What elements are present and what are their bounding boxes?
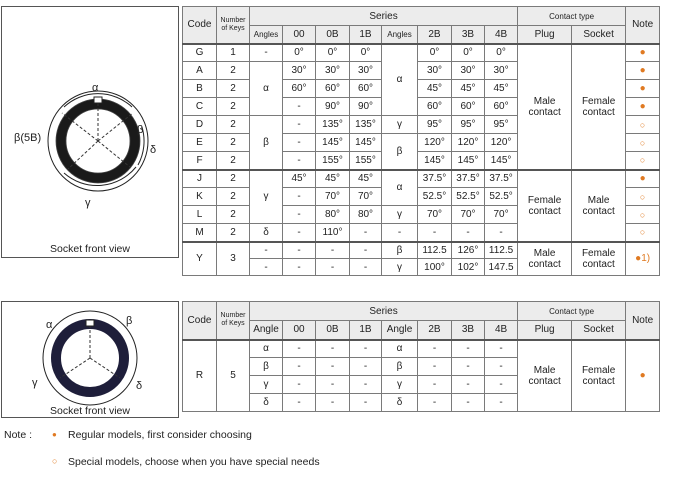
cell-keys: 2 [217,80,250,98]
label-delta: δ [136,380,143,392]
cell-4b: - [485,376,518,394]
cell-1b: - [350,242,382,259]
cell-0b: - [316,340,350,358]
cell-angle-2: δ [382,394,418,412]
cell-00: - [283,376,316,394]
cell-3b: - [452,358,485,376]
header-2b: 2B [418,26,452,44]
cell-code: R [183,340,217,412]
cell-keys: 1 [217,44,250,62]
cell-0b: - [316,259,350,276]
note-special-models: Special models, choose when you have special needs [68,456,320,468]
cell-angle-2: α [382,44,418,116]
cell-angle-2: γ [382,116,418,134]
cell-keys: 2 [217,188,250,206]
header-1b: 1B [350,26,382,44]
cell-3b: 37.5° [452,170,485,188]
header-code: Code [183,7,217,44]
header-note: Note [626,7,660,44]
header-code: Code [183,302,217,340]
cell-1b: - [350,340,382,358]
diagram-caption: Socket front view [50,243,130,255]
label-delta: δ [150,144,157,156]
cell-00: - [283,98,316,116]
cell-0b: - [316,242,350,259]
cell-angle: γ [250,376,283,394]
cell-4b: 60° [485,98,518,116]
keying-table-2 [182,301,660,412]
cell-00: - [283,224,316,242]
cell-00: - [283,188,316,206]
cell-00: 0° [283,44,316,62]
label-beta-5b: β(5B) [14,132,42,144]
cell-1b: 60° [350,80,382,98]
diagram-socket-front-view-2 [1,301,179,418]
cell-3b: 120° [452,134,485,152]
cell-1b: - [350,259,382,276]
header-angles-2: Angles [382,26,418,44]
label-gamma: γ [32,377,38,389]
cell-angle-2: α [382,340,418,358]
cell-angle-2: γ [382,206,418,224]
header-00: 00 [283,26,316,44]
cell-2b: 60° [418,98,452,116]
cell-00: - [283,206,316,224]
header-angle-2: Angle [382,321,418,340]
cell-4b: 70° [485,206,518,224]
cell-angle-2: β [382,134,418,170]
cell-3b: 0° [452,44,485,62]
header-series: Series [250,7,518,26]
cell-0b: 45° [316,170,350,188]
cell-2b: 30° [418,62,452,80]
cell-angle: δ [250,224,283,242]
note-dot: ● [626,44,660,62]
cell-1b: - [350,358,382,376]
header-angle: Angle [250,321,283,340]
cell-0b: 135° [316,116,350,134]
cell-00: - [283,134,316,152]
cell-3b: 30° [452,62,485,80]
cell-3b: - [452,376,485,394]
table-row [183,170,660,188]
cell-keys: 2 [217,134,250,152]
cell-4b: - [485,224,518,242]
table-row [183,44,660,62]
cell-socket: Male contact [572,170,626,242]
header-0b: 0B [316,321,350,340]
cell-keys: 2 [217,62,250,80]
cell-00: 45° [283,170,316,188]
cell-0b: - [316,376,350,394]
cell-2b: 37.5° [418,170,452,188]
note-circle: ○ [626,188,660,206]
header-socket: Socket [572,26,626,44]
cell-plug: Male contact [518,44,572,170]
label-alpha: α [46,319,53,331]
cell-00: - [283,116,316,134]
header-0b: 0B [316,26,350,44]
cell-00: - [283,340,316,358]
cell-keys: 5 [217,340,250,412]
header-plug: Plug [518,26,572,44]
cell-keys: 2 [217,170,250,188]
cell-code: G [183,44,217,62]
label-beta-right: β [137,124,144,136]
cell-2b: 145° [418,152,452,170]
cell-angle-2: β [382,242,418,259]
cell-keys: 2 [217,206,250,224]
cell-keys: 3 [217,242,250,276]
header-1b: 1B [350,321,382,340]
cell-socket: Female contact [572,340,626,412]
cell-0b: 0° [316,44,350,62]
cell-3b: - [452,340,485,358]
cell-4b: - [485,340,518,358]
regular-bullet-icon: ● [52,430,57,439]
cell-code: M [183,224,217,242]
diagram-socket-front-view-1 [1,6,179,258]
note-circle: ○ [626,152,660,170]
cell-0b: - [316,394,350,412]
cell-1b: 145° [350,134,382,152]
cell-socket: Female contact [572,44,626,170]
cell-1b: 30° [350,62,382,80]
cell-2b: 112.5 [418,242,452,259]
diagram-caption: Socket front view [50,405,130,417]
cell-code: J [183,170,217,188]
cell-socket: Female contact [572,242,626,276]
cell-3b: 60° [452,98,485,116]
header-00: 00 [283,321,316,340]
header-4b: 4B [485,321,518,340]
cell-4b: 45° [485,80,518,98]
cell-1b: 70° [350,188,382,206]
header-contact-type: Contact type [518,302,626,321]
header-3b: 3B [452,26,485,44]
cell-4b: 95° [485,116,518,134]
cell-1b: 135° [350,116,382,134]
cell-00: - [283,394,316,412]
cell-3b: 102° [452,259,485,276]
cell-3b: 52.5° [452,188,485,206]
cell-4b: 0° [485,44,518,62]
cell-4b: 147.5 [485,259,518,276]
cell-1b: - [350,376,382,394]
cell-2b: - [418,376,452,394]
note-dot: ● [626,80,660,98]
header-4b: 4B [485,26,518,44]
cell-angle-2: γ [382,376,418,394]
cell-3b: 45° [452,80,485,98]
cell-code: C [183,98,217,116]
cell-2b: 120° [418,134,452,152]
label-gamma: γ [85,197,91,209]
cell-2b: 52.5° [418,188,452,206]
header-2b: 2B [418,321,452,340]
header-series: Series [250,302,518,321]
cell-angle: α [250,340,283,358]
cell-angle: - [250,242,283,259]
cell-00: - [283,358,316,376]
cell-0b: 80° [316,206,350,224]
cell-keys: 2 [217,152,250,170]
cell-1b: 0° [350,44,382,62]
cell-code: A [183,62,217,80]
table-row [183,242,660,259]
cell-00: - [283,152,316,170]
header-plug: Plug [518,321,572,340]
cell-angle-2: α [382,170,418,206]
cell-3b: - [452,394,485,412]
keying-table-1 [182,6,660,276]
cell-angle: β [250,358,283,376]
cell-0b: 60° [316,80,350,98]
cell-0b: 145° [316,134,350,152]
cell-angle-2: - [382,224,418,242]
notes-label: Note : [4,429,33,441]
cell-code: F [183,152,217,170]
note-circle: ○ [626,224,660,242]
cell-4b: 120° [485,134,518,152]
note-circle: ○ [626,206,660,224]
label-alpha: α [92,82,99,94]
cell-angle: β [250,116,283,170]
special-bullet-icon: ○ [52,456,58,466]
note-circle: ○ [626,116,660,134]
cell-1b: - [350,224,382,242]
note-dot: ● [626,98,660,116]
cell-4b: 145° [485,152,518,170]
cell-00: 60° [283,80,316,98]
cell-code: L [183,206,217,224]
header-3b: 3B [452,321,485,340]
cell-plug: Male contact [518,340,572,412]
cell-2b: 95° [418,116,452,134]
header-note: Note [626,302,660,340]
cell-4b: 30° [485,62,518,80]
cell-0b: 30° [316,62,350,80]
note-regular-models: Regular models, first consider choosing [68,429,252,441]
note-circle: ○ [626,134,660,152]
cell-4b: 52.5° [485,188,518,206]
cell-0b: 110° [316,224,350,242]
cell-4b: - [485,358,518,376]
cell-code: D [183,116,217,134]
socket-diagram-2 [2,302,178,407]
cell-4b: 112.5 [485,242,518,259]
cell-3b: 70° [452,206,485,224]
header-socket: Socket [572,321,626,340]
label-beta: β [126,315,133,327]
cell-angle: α [250,62,283,116]
cell-angle: δ [250,394,283,412]
cell-plug: Female contact [518,170,572,242]
cell-00: - [283,259,316,276]
cell-3b: 126° [452,242,485,259]
cell-plug: Male contact [518,242,572,276]
cell-0b: - [316,358,350,376]
cell-0b: 70° [316,188,350,206]
cell-1b: 155° [350,152,382,170]
note-dot: ● [626,340,660,412]
cell-angle: - [250,44,283,62]
cell-angle: - [250,259,283,276]
cell-0b: 90° [316,98,350,116]
note-dot: ● [626,62,660,80]
cell-3b: 95° [452,116,485,134]
cell-angle: γ [250,170,283,224]
cell-3b: 145° [452,152,485,170]
table-row [183,340,660,358]
cell-keys: 2 [217,116,250,134]
cell-2b: - [418,224,452,242]
cell-00: - [283,242,316,259]
header-number-of-keys: Number of Keys [217,302,250,340]
cell-2b: - [418,358,452,376]
cell-code: K [183,188,217,206]
cell-angle-2: β [382,358,418,376]
cell-00: 30° [283,62,316,80]
note-dot-1: ●1) [626,242,660,276]
cell-1b: - [350,394,382,412]
cell-1b: 90° [350,98,382,116]
cell-1b: 45° [350,170,382,188]
cell-2b: 45° [418,80,452,98]
cell-keys: 2 [217,98,250,116]
cell-code: B [183,80,217,98]
cell-4b: 37.5° [485,170,518,188]
cell-3b: - [452,224,485,242]
note-dot: ● [626,170,660,188]
cell-2b: - [418,340,452,358]
cell-2b: - [418,394,452,412]
cell-2b: 100° [418,259,452,276]
cell-angle-2: γ [382,259,418,276]
cell-2b: 70° [418,206,452,224]
cell-1b: 80° [350,206,382,224]
cell-2b: 0° [418,44,452,62]
cell-4b: - [485,394,518,412]
cell-0b: 155° [316,152,350,170]
cell-code: E [183,134,217,152]
header-number-of-keys: Number of Keys [217,7,250,44]
header-contact-type: Contact type [518,7,626,26]
cell-code: Y [183,242,217,276]
header-angles: Angles [250,26,283,44]
cell-keys: 2 [217,224,250,242]
